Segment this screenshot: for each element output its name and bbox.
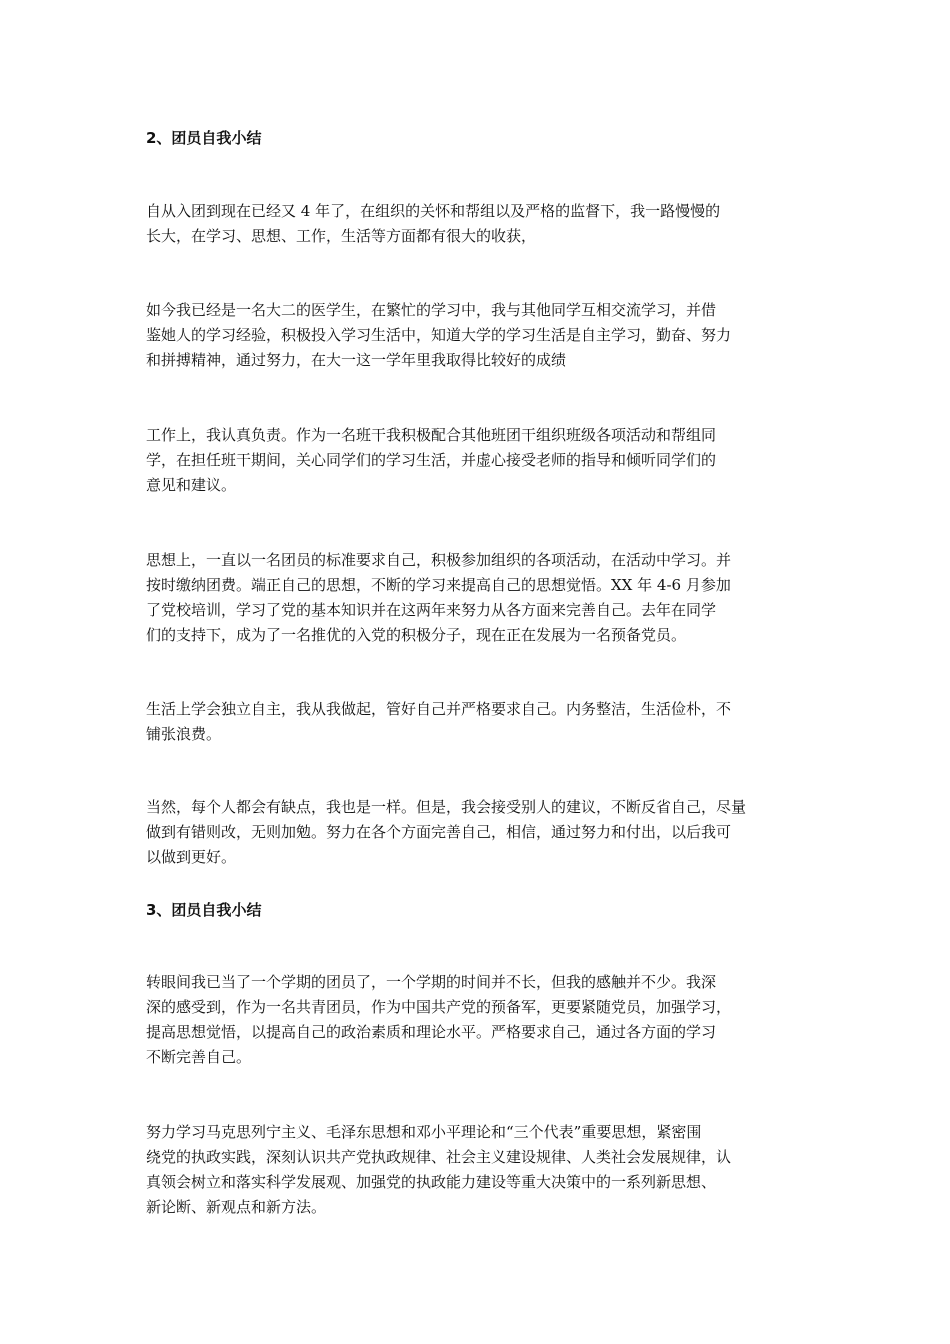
paragraph-line: 按时缴纳团费。端正自己的思想，不断的学习来提高自己的思想觉悟。XX 年 4-6 月参加: [146, 576, 731, 594]
paragraph-line: 以做到更好。: [146, 848, 237, 866]
section-heading: 2、团员自我小结: [146, 129, 262, 147]
paragraph-line: 长大，在学习、思想、工作，生活等方面都有很大的收获，: [146, 227, 537, 245]
paragraph-line: 不断完善自己。: [146, 1048, 252, 1066]
paragraph-line: 深的感受到，作为一名共青团员，作为中国共产党的预备军，更要紧随党员，加强学习，: [146, 998, 732, 1016]
paragraph-line: 努力学习马克思列宁主义、毛泽东思想和邓小平理论和“三个代表”重要思想，紧密围: [146, 1123, 702, 1141]
paragraph-line: 思想上，一直以一名团员的标准要求自己，积极参加组织的各项活动，在活动中学习。并: [146, 551, 732, 569]
paragraph: [146, 423, 814, 498]
paragraph-line: 绕党的执政实践，深刻认识共产党执政规律、社会主义建设规律、人类社会发展规律，认: [146, 1148, 732, 1166]
paragraph-line: 们的支持下，成为了一名推优的入党的积极分子，现在正在发展为一名预备党员。: [146, 626, 687, 644]
paragraph: [146, 548, 814, 648]
paragraph-line: 提高思想觉悟，以提高自己的政治素质和理论水平。严格要求自己，通过各方面的学习: [146, 1023, 717, 1041]
paragraph-line: 生活上学会独立自主，我从我做起，管好自己并严格要求自己。内务整洁，生活俭朴，不: [146, 700, 732, 718]
paragraph-line: 学，在担任班干期间，关心同学们的学习生活，并虚心接受老师的指导和倾听同学们的: [146, 451, 717, 469]
paragraph-line: 做到有错则改，无则加勉。努力在各个方面完善自己，相信，通过努力和付出，以后我可: [146, 823, 732, 841]
paragraph-line: 自从入团到现在已经又 4 年了，在组织的关怀和帮组以及严格的监督下，我一路慢慢的: [146, 202, 721, 220]
paragraph: [146, 795, 814, 870]
paragraph-line: 铺张浪费。: [146, 725, 222, 743]
paragraph-line: 真领会树立和落实科学发展观、加强党的执政能力建设等重大决策中的一系列新思想、: [146, 1173, 717, 1191]
paragraph-line: 了党校培训，学习了党的基本知识并在这两年来努力从各方面来完善自己。去年在同学: [146, 601, 717, 619]
paragraph: [146, 199, 814, 249]
paragraph: [146, 298, 814, 373]
section-heading: 3、团员自我小结: [146, 901, 262, 919]
paragraph-line: 鉴她人的学习经验，积极投入学习生活中，知道大学的学习生活是自主学习，勤奋、努力: [146, 326, 732, 344]
paragraph-line: 新论断、新观点和新方法。: [146, 1198, 327, 1216]
paragraph-line: 转眼间我已当了一个学期的团员了，一个学期的时间并不长，但我的感触并不少。我深: [146, 973, 717, 991]
paragraph-line: 如今我已经是一名大二的医学生，在繁忙的学习中，我与其他同学互相交流学习，并借: [146, 301, 717, 319]
paragraph: [146, 970, 814, 1070]
paragraph-line: 和拼搏精神，通过努力，在大一这一学年里我取得比较好的成绩: [146, 351, 567, 369]
paragraph-line: 意见和建议。: [146, 476, 237, 494]
paragraph-line: 当然，每个人都会有缺点，我也是一样。但是，我会接受别人的建议，不断反省自己，尽量: [146, 798, 747, 816]
paragraph: [146, 697, 814, 747]
paragraph: [146, 1120, 814, 1220]
paragraph-line: 工作上，我认真负责。作为一名班干我积极配合其他班团干组织班级各项活动和帮组同: [146, 426, 717, 444]
